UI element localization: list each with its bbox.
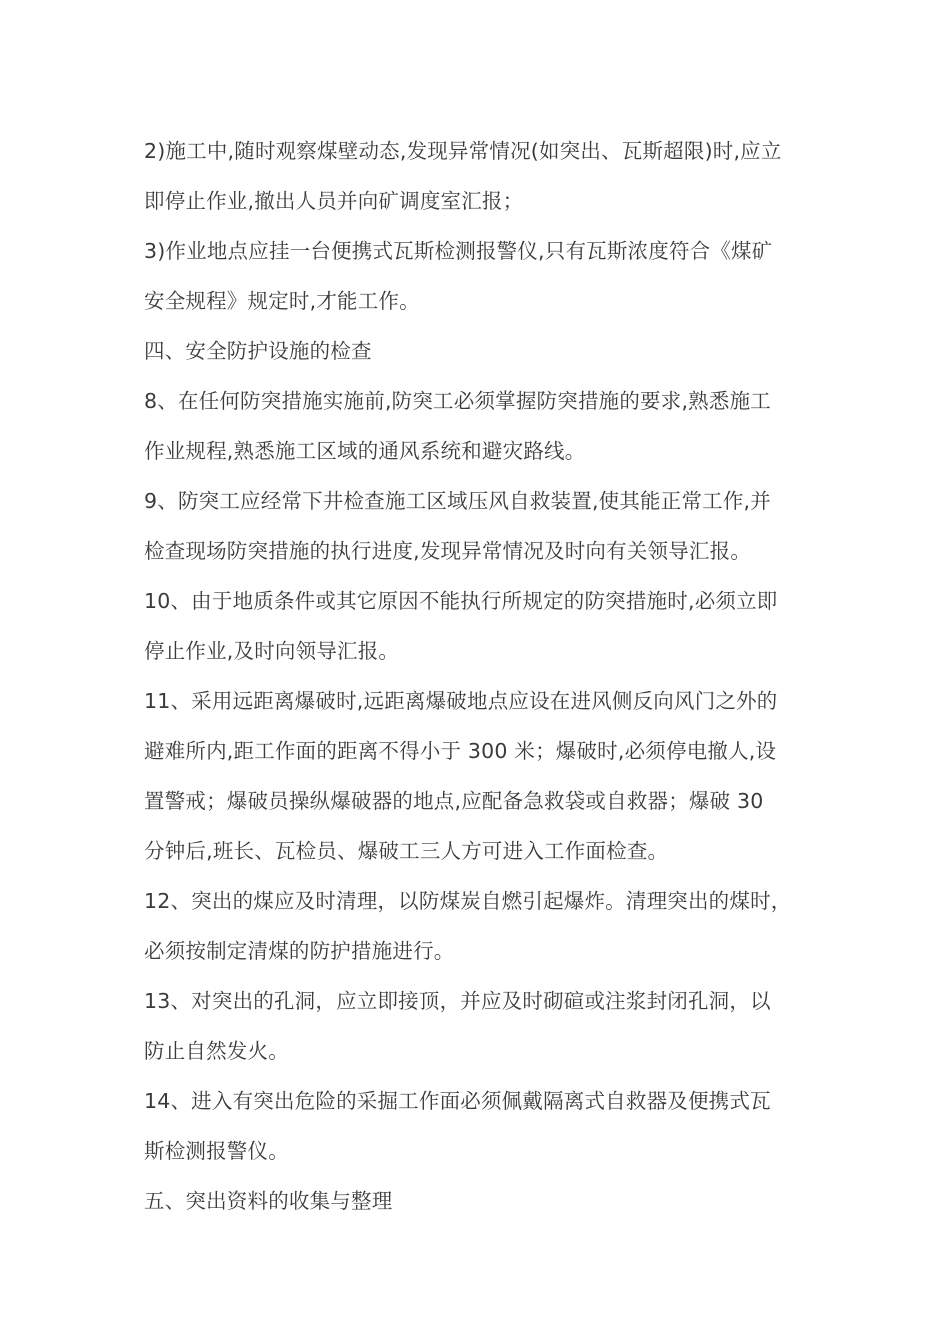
text-line: 11、采用远距离爆破时,远距离爆破地点应设在进风侧反向风门之外的 — [144, 689, 778, 713]
text-line: 8、在任何防突措施实施前,防突工必须掌握防突措施的要求,熟悉施工 — [144, 389, 771, 413]
text-line: 13、对突出的孔洞，应立即接顶，并应及时砌碹或注浆封闭孔洞，以 — [144, 989, 771, 1013]
section-heading: 四、安全防护设施的检查 — [144, 339, 372, 363]
text-line: 14、进入有突出危险的采掘工作面必须佩戴隔离式自救器及便携式瓦 — [144, 1089, 771, 1113]
text-line: 避难所内,距工作面的距离不得小于 300 米；爆破时,必须停电撤人,设 — [144, 739, 777, 763]
document-body — [144, 126, 812, 1226]
text-line: 必须按制定清煤的防护措施进行。 — [144, 939, 455, 963]
text-line: 10、由于地质条件或其它原因不能执行所规定的防突措施时,必须立即 — [144, 589, 778, 613]
text-line: 即停止作业,撤出人员并向矿调度室汇报； — [144, 189, 524, 213]
text-line: 3)作业地点应挂一台便携式瓦斯检测报警仪,只有瓦斯浓度符合《煤矿 — [144, 239, 773, 263]
text-line: 斯检测报警仪。 — [144, 1139, 289, 1163]
text-line: 作业规程,熟悉施工区域的通风系统和避灾路线。 — [144, 439, 586, 463]
text-line: 检查现场防突措施的执行进度,发现异常情况及时向有关领导汇报。 — [144, 539, 752, 563]
text-line: 9、防突工应经常下井检查施工区域压风自救装置,使其能正常工作,并 — [144, 489, 771, 513]
section-heading: 五、突出资料的收集与整理 — [144, 1189, 393, 1213]
text-line: 12、突出的煤应及时清理，以防煤炭自燃引起爆炸。清理突出的煤时， — [144, 889, 792, 913]
text-line: 停止作业,及时向领导汇报。 — [144, 639, 400, 663]
text-line: 置警戒；爆破员操纵爆破器的地点,应配备急救袋或自救器；爆破 30 — [144, 789, 764, 813]
text-line: 2)施工中,随时观察煤壁动态,发现异常情况(如突出、瓦斯超限)时,应立 — [144, 139, 782, 163]
text-line: 防止自然发火。 — [144, 1039, 289, 1063]
text-line: 安全规程》规定时,才能工作。 — [144, 289, 420, 313]
text-line: 分钟后,班长、瓦检员、爆破工三人方可进入工作面检查。 — [144, 839, 669, 863]
